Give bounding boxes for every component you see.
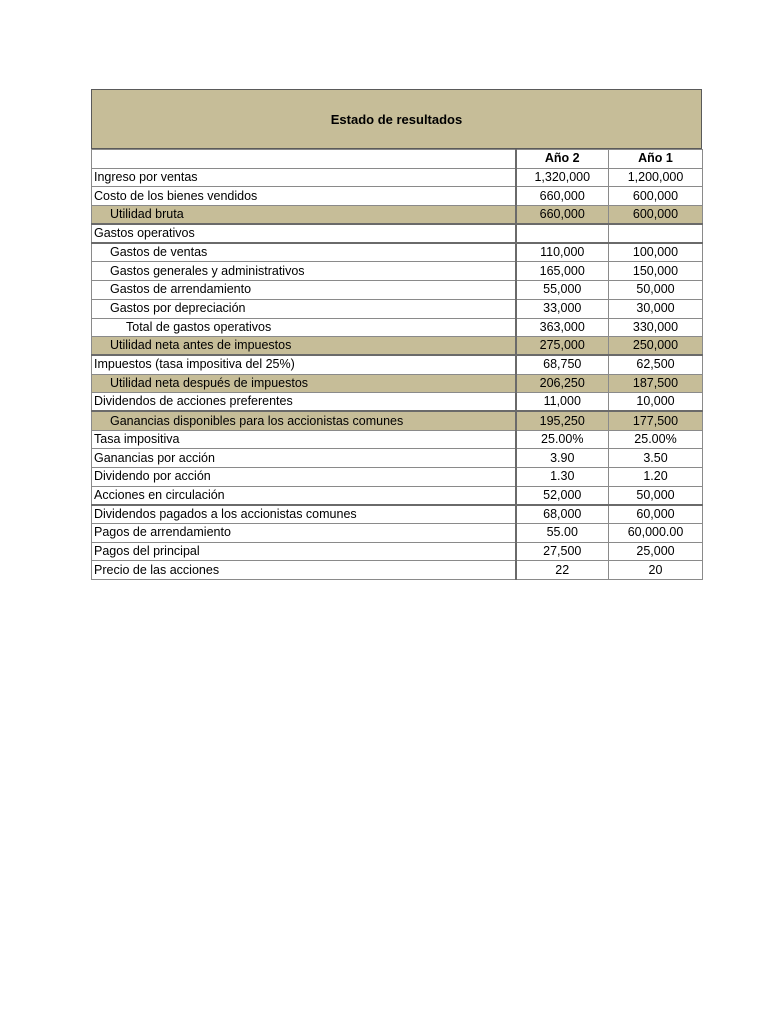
row-label: Gastos de ventas: [92, 243, 516, 262]
table-row: [92, 542, 703, 561]
column-header-year-1: Año 1: [609, 150, 703, 169]
table-body: [92, 150, 703, 580]
value-year-1: 20: [609, 561, 703, 580]
row-label: Impuestos (tasa impositiva del 25%): [92, 355, 516, 374]
value-year-1: 1.20: [609, 468, 703, 487]
value-year-2: [516, 224, 609, 243]
table-row: [92, 318, 703, 337]
row-label: Ganancias disponibles para los accionistas comunes: [92, 411, 516, 430]
row-label: Gastos generales y administrativos: [92, 262, 516, 281]
row-label: Total de gastos operativos: [92, 318, 516, 337]
value-year-1: 150,000: [609, 262, 703, 281]
table-row: [92, 561, 703, 580]
value-year-2: 1.30: [516, 468, 609, 487]
value-year-2: 363,000: [516, 318, 609, 337]
value-year-2: 165,000: [516, 262, 609, 281]
value-year-1: 1,200,000: [609, 168, 703, 187]
value-year-2: 25.00%: [516, 430, 609, 449]
value-year-2: 195,250: [516, 411, 609, 430]
table-row: [92, 337, 703, 356]
statement-title: Estado de resultados: [91, 89, 702, 149]
value-year-1: 100,000: [609, 243, 703, 262]
value-year-1: 60,000.00: [609, 524, 703, 543]
value-year-1: 50,000: [609, 486, 703, 505]
table-row: [92, 299, 703, 318]
value-year-1: 187,500: [609, 374, 703, 393]
value-year-1: 25.00%: [609, 430, 703, 449]
value-year-2: 1,320,000: [516, 168, 609, 187]
table-row: [92, 449, 703, 468]
table-row: [92, 411, 703, 430]
column-header-row: [92, 150, 703, 169]
value-year-2: 660,000: [516, 187, 609, 206]
row-label: Ganancias por acción: [92, 449, 516, 468]
table-row: [92, 430, 703, 449]
value-year-2: 55,000: [516, 281, 609, 300]
value-year-1: 60,000: [609, 505, 703, 524]
table-row: [92, 243, 703, 262]
value-year-1: 10,000: [609, 393, 703, 412]
value-year-2: 68,000: [516, 505, 609, 524]
value-year-2: 55.00: [516, 524, 609, 543]
row-label: Gastos operativos: [92, 224, 516, 243]
row-label: Dividendos de acciones preferentes: [92, 393, 516, 412]
income-statement-sheet: [91, 89, 702, 580]
row-label: Acciones en circulación: [92, 486, 516, 505]
table-row: [92, 524, 703, 543]
value-year-1: 3.50: [609, 449, 703, 468]
column-header-year-2: Año 2: [516, 150, 609, 169]
table-row: [92, 486, 703, 505]
value-year-2: 22: [516, 561, 609, 580]
table-row: [92, 505, 703, 524]
value-year-2: 52,000: [516, 486, 609, 505]
value-year-1: 30,000: [609, 299, 703, 318]
table-row: [92, 187, 703, 206]
row-label: Utilidad neta después de impuestos: [92, 374, 516, 393]
row-label: Dividendo por acción: [92, 468, 516, 487]
row-label: Ingreso por ventas: [92, 168, 516, 187]
value-year-2: 33,000: [516, 299, 609, 318]
value-year-2: 27,500: [516, 542, 609, 561]
table-row: [92, 355, 703, 374]
value-year-2: 110,000: [516, 243, 609, 262]
value-year-2: 68,750: [516, 355, 609, 374]
table-row: [92, 468, 703, 487]
income-statement-table: [91, 149, 703, 580]
value-year-2: 11,000: [516, 393, 609, 412]
table-row: [92, 168, 703, 187]
table-row: [92, 374, 703, 393]
row-label: Gastos por depreciación: [92, 299, 516, 318]
table-row: [92, 262, 703, 281]
row-label: Utilidad neta antes de impuestos: [92, 337, 516, 356]
value-year-2: 275,000: [516, 337, 609, 356]
table-row: [92, 206, 703, 225]
row-label: Tasa impositiva: [92, 430, 516, 449]
table-row: [92, 224, 703, 243]
value-year-2: 3.90: [516, 449, 609, 468]
value-year-1: 177,500: [609, 411, 703, 430]
row-label: Precio de las acciones: [92, 561, 516, 580]
value-year-2: 660,000: [516, 206, 609, 225]
row-label: Pagos de arrendamiento: [92, 524, 516, 543]
value-year-1: 50,000: [609, 281, 703, 300]
value-year-1: 600,000: [609, 206, 703, 225]
table-row: [92, 281, 703, 300]
value-year-2: 206,250: [516, 374, 609, 393]
value-year-1: 330,000: [609, 318, 703, 337]
value-year-1: 250,000: [609, 337, 703, 356]
value-year-1: [609, 224, 703, 243]
header-label-cell: [92, 150, 516, 169]
value-year-1: 600,000: [609, 187, 703, 206]
row-label: Pagos del principal: [92, 542, 516, 561]
value-year-1: 25,000: [609, 542, 703, 561]
row-label: Dividendos pagados a los accionistas comunes: [92, 505, 516, 524]
row-label: Utilidad bruta: [92, 206, 516, 225]
row-label: Costo de los bienes vendidos: [92, 187, 516, 206]
value-year-1: 62,500: [609, 355, 703, 374]
table-row: [92, 393, 703, 412]
row-label: Gastos de arrendamiento: [92, 281, 516, 300]
